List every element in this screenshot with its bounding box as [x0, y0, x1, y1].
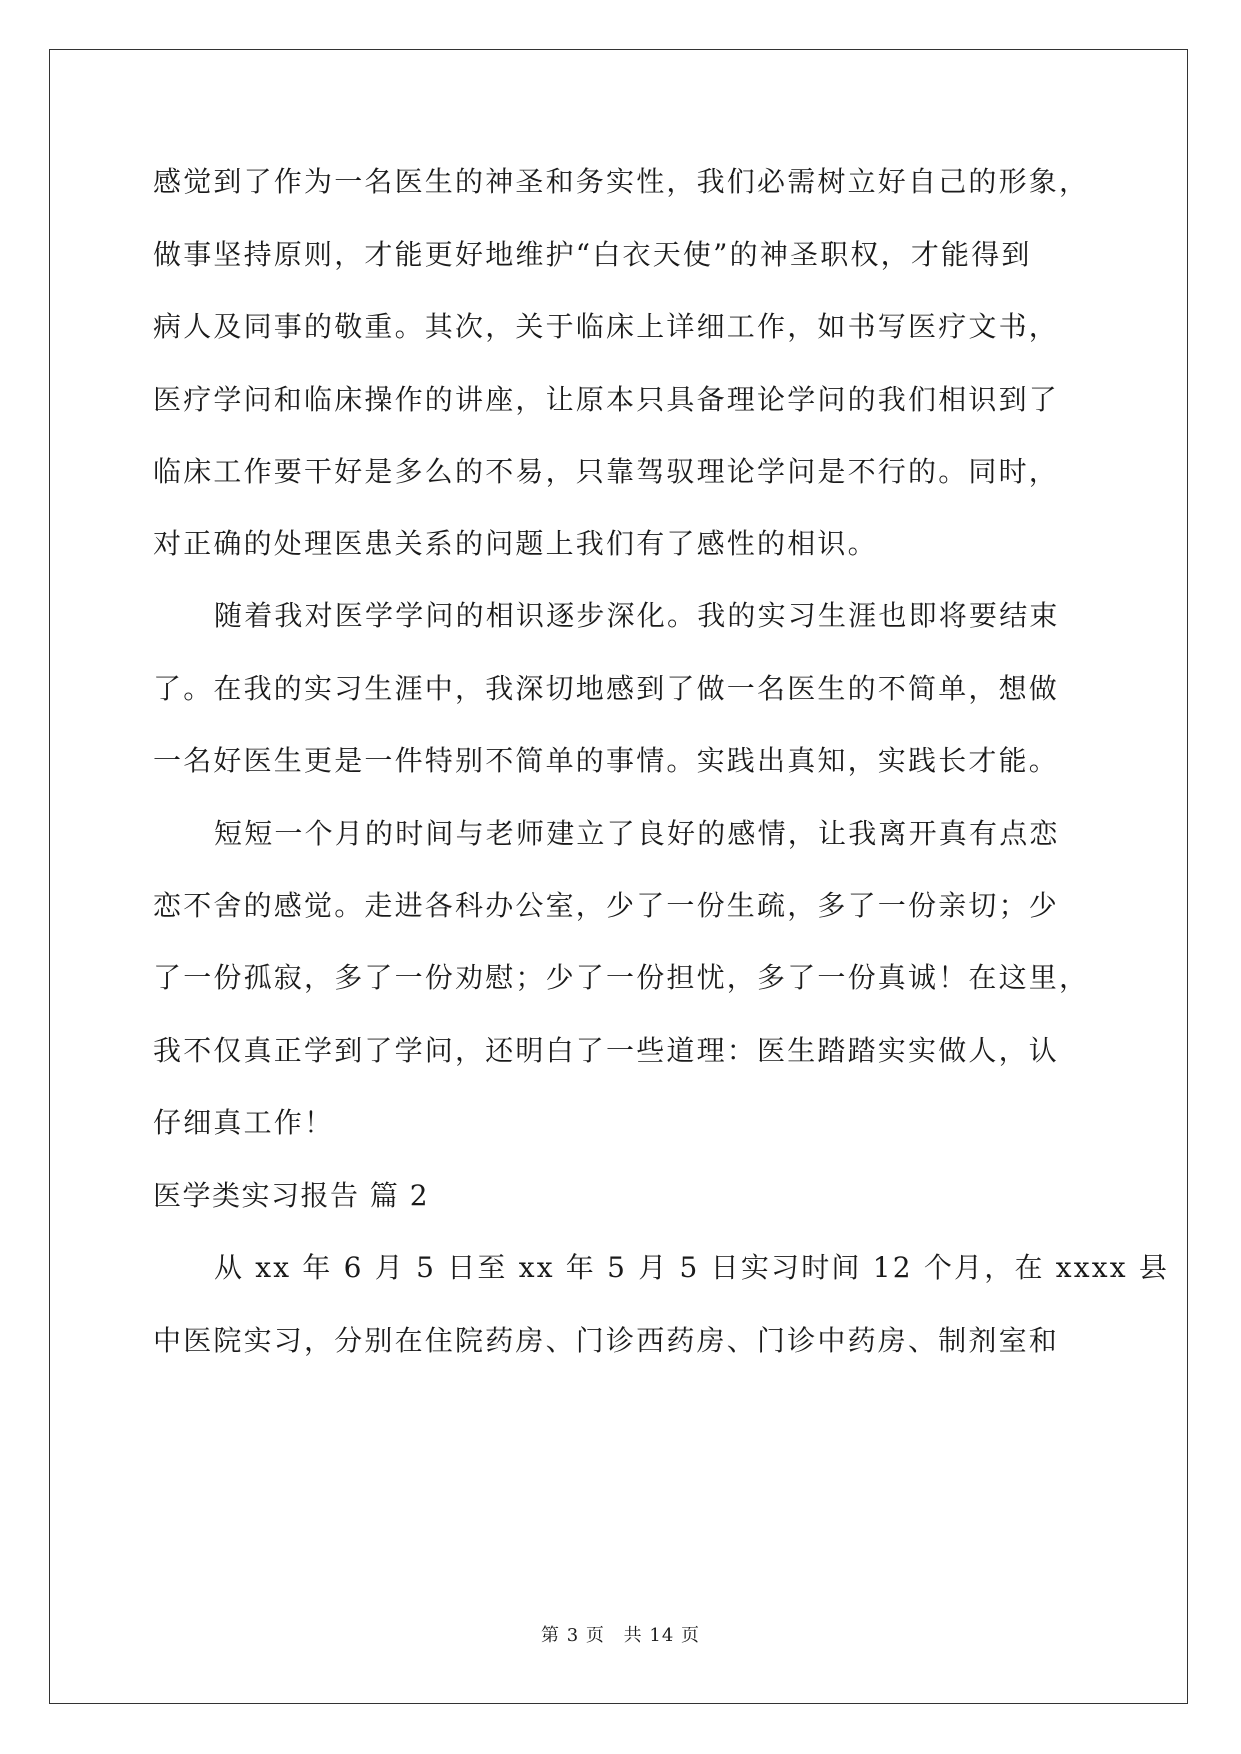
body-line: 了。在我的实习生涯中，我深切地感到了做一名医生的不简单，想做	[153, 672, 1060, 705]
body-line: 做事坚持原则，才能更好地维护“白衣天使”的神圣职权，才能得到	[153, 238, 1032, 271]
body-line: 感觉到了作为一名医生的神圣和务实性，我们必需树立好自己的形象，	[153, 165, 1090, 198]
page-footer	[0, 1624, 1241, 1648]
page-border	[49, 49, 1188, 1704]
body-line: 我不仅真正学到了学问，还明白了一些道理：医生踏踏实实做人，认	[153, 1034, 1060, 1067]
body-line: 短短一个月的时间与老师建立了良好的感情，让我离开真有点恋	[214, 817, 1060, 850]
body-line: 仔细真工作！	[153, 1106, 335, 1139]
body-line: 对正确的处理医患关系的问题上我们有了感性的相识。	[153, 527, 878, 560]
section-heading: 医学类实习报告 篇 2	[153, 1179, 430, 1212]
body-line: 中医院实习，分别在住院药房、门诊西药房、门诊中药房、制剂室和	[153, 1324, 1060, 1357]
body-line: 恋不舍的感觉。走进各科办公室，少了一份生疏，多了一份亲切；少	[153, 889, 1060, 922]
body-line: 了一份孤寂，多了一份劝慰；少了一份担忧，多了一份真诚！在这里，	[153, 961, 1090, 994]
page-number: 第 3 页	[541, 1625, 605, 1646]
body-line: 一名好医生更是一件特别不简单的事情。实践出真知，实践长才能。	[153, 744, 1060, 777]
body-line: 从 xx 年 6 月 5 日至 xx 年 5 月 5 日实习时间 12 个月，在 xxxx 县	[214, 1251, 1170, 1284]
page-total: 共 14 页	[623, 1625, 700, 1646]
body-line: 临床工作要干好是多么的不易，只靠驾驭理论学问是不行的。同时，	[153, 455, 1060, 488]
body-line: 病人及同事的敬重。其次，关于临床上详细工作，如书写医疗文书，	[153, 310, 1060, 343]
body-line: 医疗学问和临床操作的讲座，让原本只具备理论学问的我们相识到了	[153, 383, 1060, 416]
body-line: 随着我对医学学问的相识逐步深化。我的实习生涯也即将要结束	[214, 599, 1060, 632]
